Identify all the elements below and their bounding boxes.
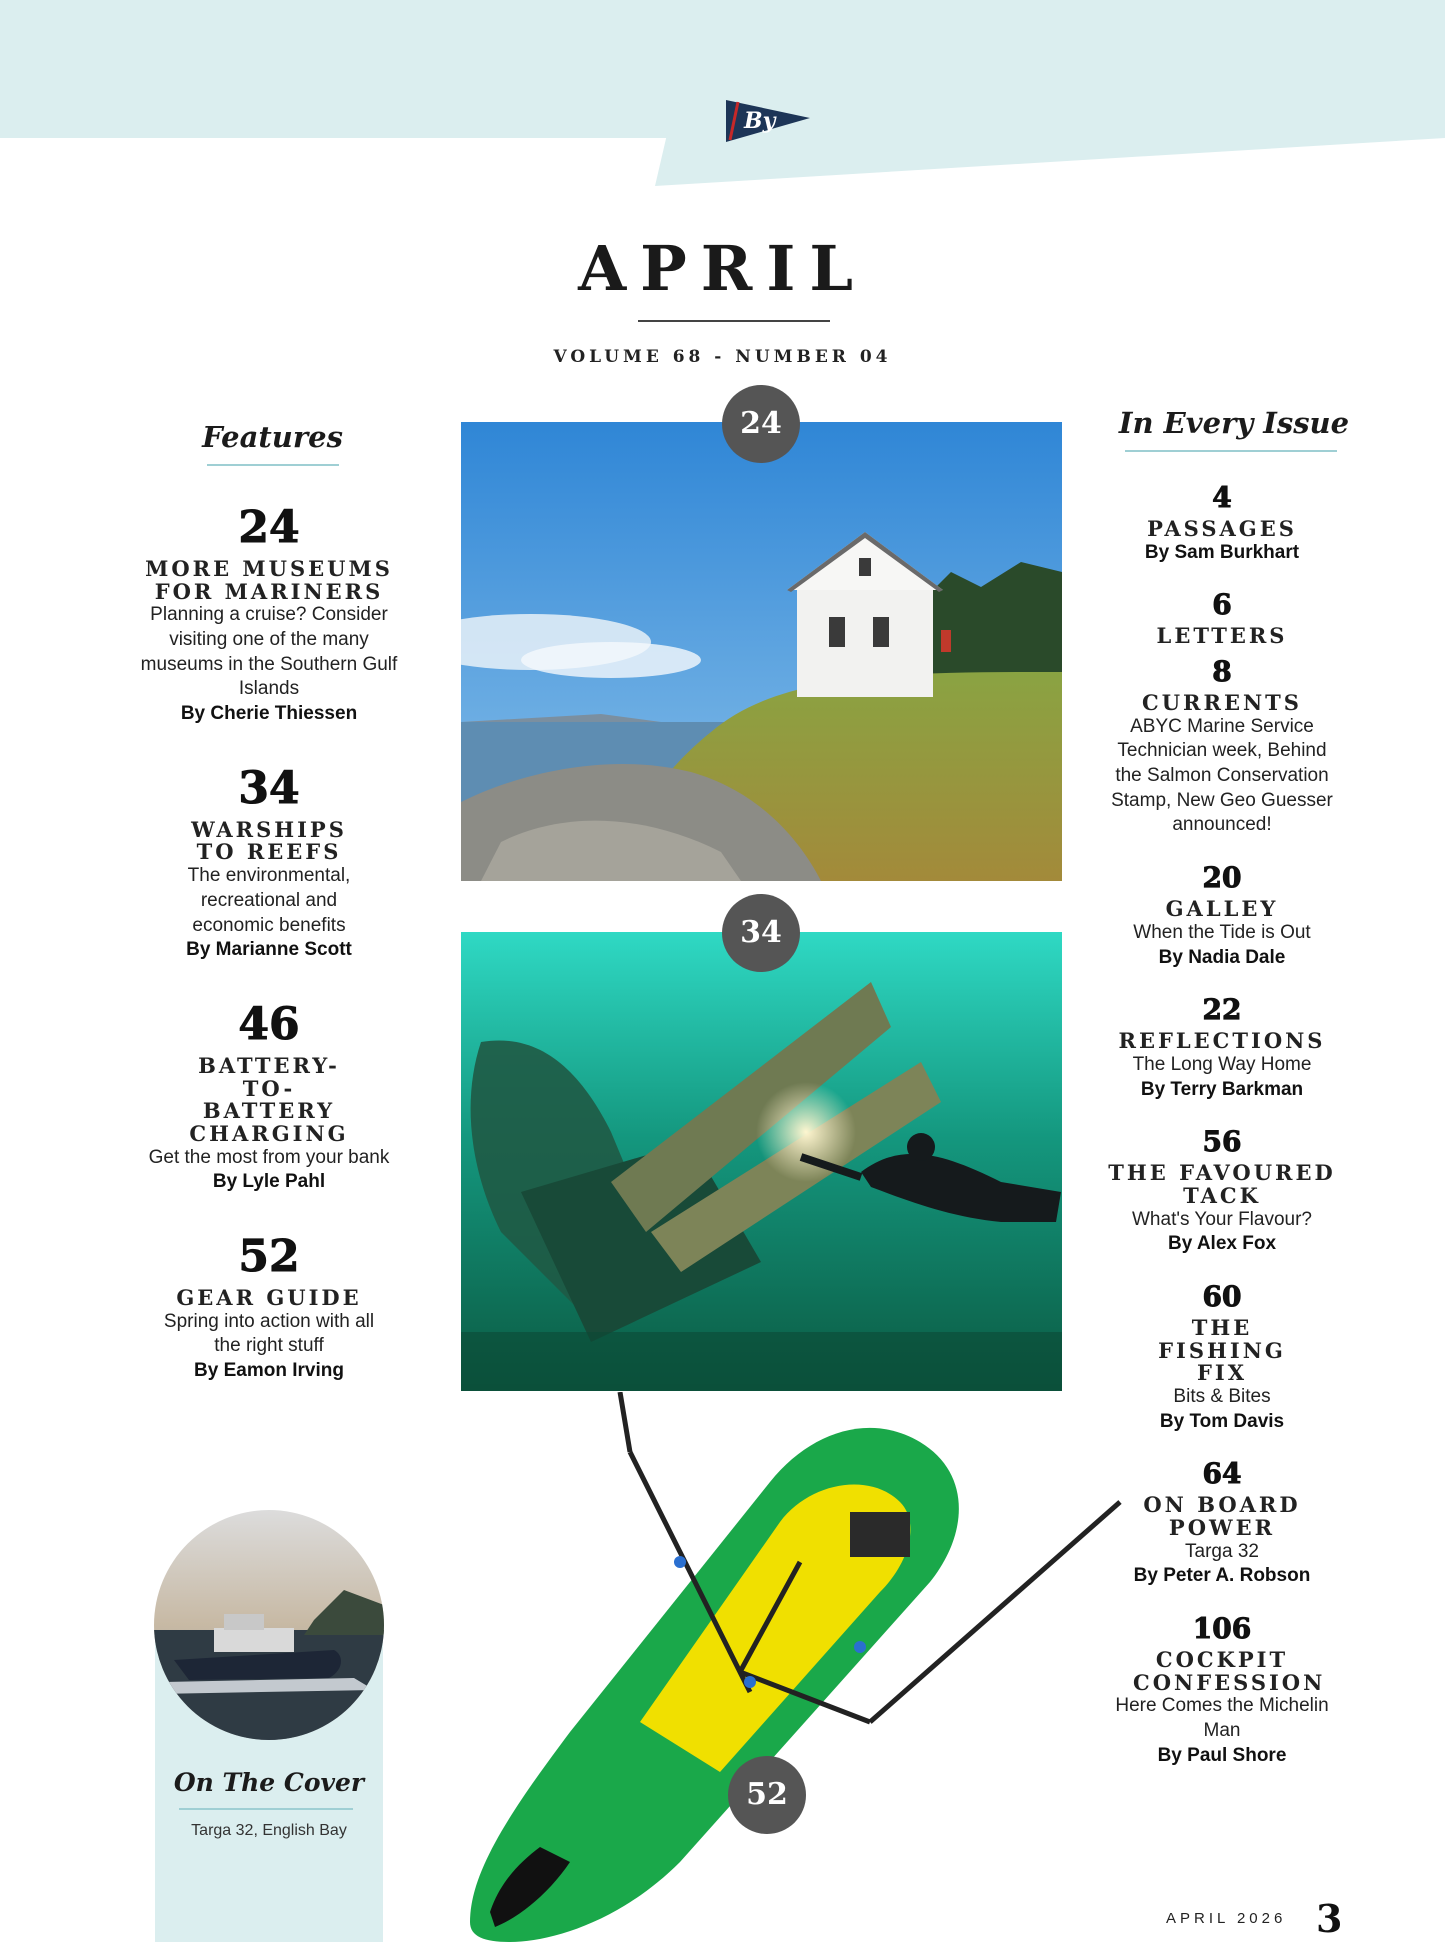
feature-title: GEAR GUIDE	[176, 1284, 362, 1310]
issue-title: LETTERS	[1156, 623, 1288, 649]
issue-byline: By Sam Burkhart	[1144, 541, 1300, 563]
features-heading: Features	[202, 420, 343, 454]
issue-item[interactable]	[1103, 1279, 1341, 1434]
issue-page: 22	[1202, 993, 1242, 1027]
every-issue-list	[1103, 481, 1341, 1794]
issue-desc: What's Your Flavour?	[1132, 1208, 1312, 1230]
issue-title: PASSAGES	[1147, 516, 1297, 541]
feature-desc: Planning a cruise? Consider visiting one of the many museums in the Southern Gulf Islands	[140, 604, 398, 700]
every-issue-heading: In Every Issue	[1118, 406, 1350, 440]
issue-item[interactable]	[1103, 1457, 1341, 1589]
cover-rule	[179, 1808, 353, 1810]
page-number: 3	[1316, 1896, 1343, 1941]
every-issue-rule	[1125, 450, 1337, 452]
issue-page: 20	[1202, 861, 1242, 895]
issue-title: REFLECTIONS	[1118, 1028, 1326, 1054]
feature-title: WARSHIPS TO REEFS	[191, 816, 347, 865]
feature-desc: Get the most from your bank	[148, 1146, 390, 1168]
page-badge-34: 34	[722, 894, 800, 972]
issue-item[interactable]	[1103, 1125, 1341, 1257]
issue-title: CURRENTS	[1142, 690, 1302, 716]
paddleboard	[470, 1428, 959, 1942]
issue-desc: ABYC Marine Service Technician week, Behind the Salmon Conservation Stamp, New Geo Guesser announced!	[1111, 715, 1333, 836]
cover-caption: Targa 32, English Bay	[191, 1822, 347, 1839]
issue-title: ON BOARD POWER	[1143, 1492, 1301, 1541]
feature-page: 46	[238, 998, 300, 1050]
issue-page: 56	[1202, 1125, 1242, 1159]
issue-page: 106	[1192, 1612, 1252, 1646]
issue-title: GALLEY	[1165, 896, 1279, 922]
feature-page: 34	[238, 762, 300, 814]
issue-byline: By Tom Davis	[1159, 1410, 1285, 1432]
rowing-paddleboard-photo[interactable]	[450, 1392, 1130, 1942]
underwater-wreck-photo[interactable]	[461, 932, 1062, 1391]
cover-heading: On The Cover	[173, 1768, 365, 1797]
issue-page: 60	[1202, 1279, 1242, 1313]
feature-item[interactable]	[138, 502, 400, 727]
issue-item[interactable]	[1103, 655, 1341, 838]
feature-byline: By Lyle Pahl	[212, 1171, 326, 1193]
issue-page: 4	[1212, 481, 1232, 514]
feature-title: MORE MUSEUMS FOR MARINERS	[145, 556, 393, 604]
feature-item[interactable]	[138, 762, 400, 963]
feature-page: 24	[238, 502, 300, 553]
issue-desc: When the Tide is Out	[1133, 921, 1311, 943]
month-divider	[638, 320, 830, 322]
issue-page: 6	[1212, 588, 1232, 622]
features-list	[138, 502, 400, 1424]
feature-desc: Spring into action with all the right stuff	[163, 1310, 375, 1357]
issue-byline: By Terry Barkman	[1140, 1078, 1304, 1100]
volume-line: VOLUME 68 - NUMBER 04	[553, 347, 892, 367]
issue-page: 8	[1212, 655, 1232, 689]
issue-item[interactable]	[1103, 481, 1341, 565]
issue-month: APRIL	[578, 232, 867, 305]
issue-byline: By Nadia Dale	[1158, 946, 1286, 968]
issue-item[interactable]	[1103, 993, 1341, 1102]
issue-desc: Here Comes the Michelin Man	[1115, 1695, 1329, 1742]
feature-byline: By Cherie Thiessen	[180, 703, 358, 725]
feature-page: 52	[238, 1230, 300, 1282]
issue-title: THE FAVOURED TACK	[1108, 1160, 1336, 1208]
feature-byline: By Eamon Irving	[194, 1359, 344, 1381]
issue-desc: Targa 32	[1185, 1540, 1259, 1562]
issue-title: THE FISHING FIX	[1158, 1314, 1286, 1386]
issue-item[interactable]	[1103, 1612, 1341, 1768]
folio-month: APRIL 2026	[1166, 1910, 1287, 1927]
issue-desc: The Long Way Home	[1132, 1053, 1312, 1075]
issue-byline: By Peter A. Robson	[1133, 1565, 1311, 1587]
feature-desc: The environmental, recreational and economic benefits	[187, 865, 351, 936]
feature-title: BATTERY-TO-BATTERY CHARGING	[189, 1052, 349, 1146]
page-badge-52: 52	[728, 1756, 806, 1834]
cottage-on-bluff-photo[interactable]	[461, 422, 1062, 881]
features-rule	[207, 464, 339, 466]
issue-item[interactable]	[1103, 861, 1341, 970]
pennant-logo-icon	[722, 96, 812, 146]
issue-byline: By Alex Fox	[1167, 1233, 1277, 1255]
issue-desc: Bits & Bites	[1173, 1385, 1271, 1407]
feature-byline: By Marianne Scott	[186, 939, 352, 961]
feature-item[interactable]	[138, 998, 400, 1195]
issue-page: 64	[1202, 1457, 1242, 1491]
logo-letters: By	[744, 108, 776, 134]
cover-thumbnail[interactable]	[154, 1510, 384, 1740]
feature-item[interactable]	[138, 1230, 400, 1384]
issue-title: COCKPIT CONFESSION	[1133, 1647, 1326, 1695]
header-band-tab	[0, 0, 1445, 190]
page-badge-24: 24	[722, 385, 800, 463]
issue-byline: By Paul Shore	[1157, 1744, 1287, 1766]
issue-item[interactable]	[1103, 588, 1341, 649]
